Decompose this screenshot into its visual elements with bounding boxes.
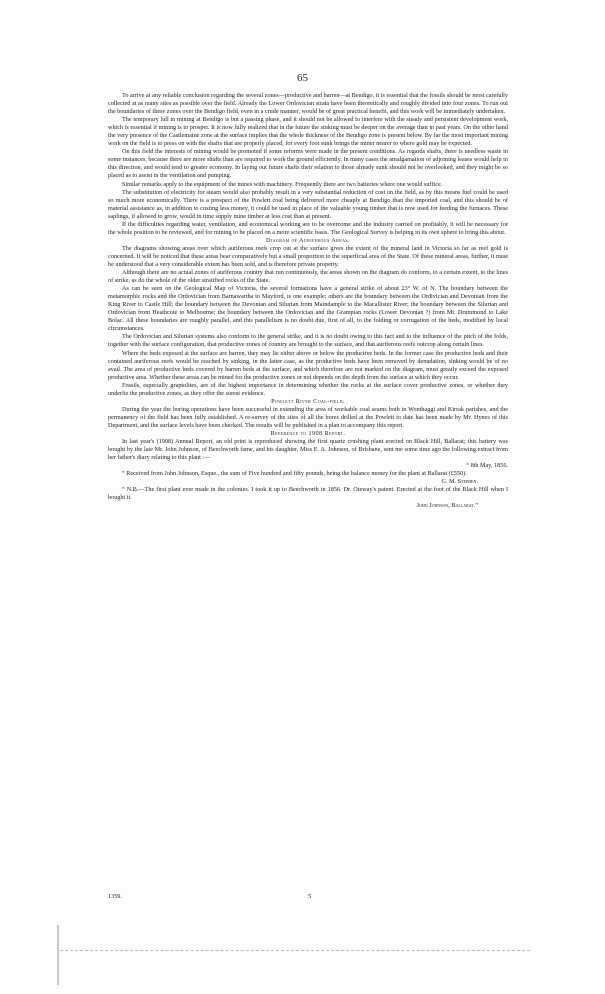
paragraph: The diagrams showing areas over which auriferous reefs crop out at the surface gives the extent of the mineral land in Victoria so far as reef gold is concerned. It will be noticed that these areas bear comparatively but a small proportion to the superficial area of the State. Of these mineral areas, further, it must be understood that a very considerable extent has been sold, and is therefore private property. <box>108 244 508 268</box>
paragraph: “ N.B.—The first plant ever made in the colonies. I took it up to Beechworth in 1856. Dr. Oteway's patent. Erected at the foot of the Black Hill when I bought it. <box>108 486 508 502</box>
paragraph: If the difficulties regarding water, ventilation, and economical working are to be overcome and the industry carried on profitably, it will be necessary for the whole position to be reviewed, and for mining to be placed on a more scientific basis. The Geological Survey is helping in its own sphere to bring this about. <box>108 220 508 236</box>
section-heading: Powlett River Coal-field. <box>271 397 345 405</box>
paragraph: Similar remarks apply to the equipment of the mines with machinery. Frequently there are two batteries where one would suffice. <box>122 180 443 188</box>
paragraph: In last year's (1908) Annual Report, an old print is reproduced showing the first quartz crushing plant erected on Black Hill, Ballarat; this battery was bought by the late Mr. John Johnson, of Beechworth fame, and his daughter, Miss E. A. Johnson, of Brisbane, sent me some time ago the following extract from her father's diary relating to this plant :— <box>108 438 508 462</box>
paragraph: The temporary lull in mining at Bendigo is but a passing phase, and it should not be allowed to interfere with the steady and persistent development work, which is essential if mining is to prosper. It is now fully realized that in the future the sinking must be deeper on the average than in past years. On the other hand the very presence of the Castlemaine zone at the surface implies that the whole thickness of the Bendigo zone is present below. By far the most important mining work on the field is to press on with the shafts that are properly placed, for every foot sunk brings the miner nearer to where gold may be expected. <box>108 116 508 148</box>
paragraph: “ Received from John Johnson, Esque., the sum of Five hundred and fifty pounds, being the balance money for the plant at Ballarat (£550). <box>122 470 467 478</box>
paragraph: Fossils, especially graptolites, are of the highest importance in determining whether the rocks at the surface cover productive zones, or whether they underlie the productive zones, as they offer the surest evidence. <box>108 381 508 397</box>
section-heading: Reference to 1908 Report. <box>270 429 346 437</box>
signature-mark: 5 <box>308 893 312 900</box>
margin-mark <box>57 925 59 985</box>
report-body <box>108 92 508 510</box>
paragraph: As can be seen on the Geological Map of Victoria, the several formations have a general strike of about 23° W. of N. The boundary between the metamorphic rocks and the Ordovician from Barnawartha to Mayford, is one example; others are the boundary between the Ordivician and Devonian from the King River to Castle Hill; the boundary between the Devonian and Silurian from Maindample to the Macallister River; the boundary between the Silurian and Ordovician from Heathcote to Melbourne; the boundary between the Ordovician and the Grampian rocks (Lower Devonian ?) from Mt. Drummond to Lake Bolac. All these boundaries are roughly parallel, and this parallelism is no doubt due, first of all, to the folding or corrugation of the beds, modified by local circumstances. <box>108 285 508 333</box>
bottom-rule <box>60 950 530 951</box>
paragraph: During the year the boring operations have been successful in extending the area of workable coal seams both in Wonthaggi and Kirrak parishes, and the permanency of the field has been fully established. A re-survey of the sites of all the bores drilled at the Powlett to date has been made by Mr. Hynes of this Department, and the surface levels have been checked. The results will be published in a plan to accompany this report. <box>108 405 508 429</box>
paragraph: Although there are no actual zones of auriferous country that run continuously, the areas shown on the diagram do conform, to a certain extent, to the lines of strike, as do the whole of the older stratified rocks of the State. <box>108 269 508 285</box>
paragraph: On this field the interests of mining would be promoted if some reforms were made in the present conditions. As regards shafts, there is needless waste in some instances, because there are more shafts than are required to work the ground efficiently. In many cases the amalgamation of adjoining leases would help in this direction, and would tend to greater economy. In laying out future shafts their relation to those already sunk should not be overlooked, and they might be so placed as to assist in the ventilation and pumping. <box>108 148 508 180</box>
signature: G. M. Stephen. <box>441 478 478 486</box>
signature: John Johnson, Ballarat.” <box>416 502 478 510</box>
diary-date: “ 8th May, 1856. <box>466 462 508 470</box>
print-code: 1359. <box>108 893 122 900</box>
page-number: 65 <box>297 72 308 84</box>
paragraph: To arrive at any reliable conclusion regarding the several zones—productive and barren—at Bendigo, it is essential that the fossils should be most carefully collected at as many sites as possible over the field. Already the Lower Ordovician strata have been theoretically and roughly divided into four zones. To run out the boundaries of these zones over the Bendigo field, even in a crude manner, would be of great practical benefit, and this work will be immediately undertaken. <box>108 92 508 116</box>
paragraph: The substitution of electricity for steam would also probably result in a very substantial reduction of cost on the field, as by this means fuel could be used so much more economically. There is a prospect of the Powlett coal being delivered more cheaply at Bendigo than the imported coal, and this should be of material assistance as, in addition to costing less money, it could be used in place of the valuable young timber that is now used for feeding the furnaces. These saplings, if allowed to grow, would in time supply mine timber at less cost than at present. <box>108 188 508 220</box>
paragraph: Where the beds exposed at the surface are barren, they may lie either above or below the productive beds. In the former case the productive beds and their contained auriferous reefs would be reached by sinking, in the latter case, as the productive beds have been removed by denudation, sinking would be of no avail. The area of productive beds covered by barren beds at the surface, and which therefore are not marked on the diagram, must greatly exceed the exposed productive area. Whether these areas can be mined for the productive zones or not depends on the depth from the surface at which they occur. <box>108 349 508 381</box>
section-heading: Diagram of Auriferous Areas. <box>266 236 350 244</box>
paragraph: The Ordovician and Silurian systems also conform to the general strike, and it is no doubt owing to this fact and to the influence of the pitch of the folds, together with the surface configuration, that productive zones of country are brought to the surface, and that auriferous reefs outcrop along certain lines. <box>108 333 508 349</box>
